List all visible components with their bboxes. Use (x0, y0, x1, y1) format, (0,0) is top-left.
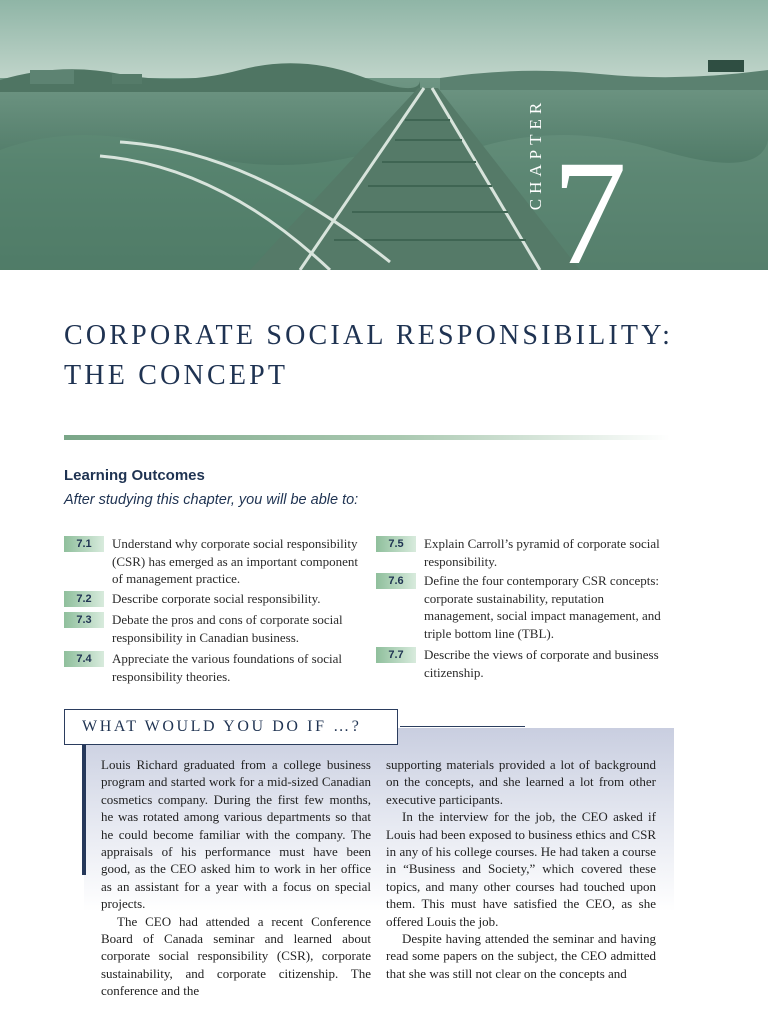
outcome-number-badge: 7.1 (64, 536, 104, 552)
outcome-number-badge: 7.3 (64, 612, 104, 628)
case-text-left-column (101, 756, 371, 1000)
outcome-text: Describe the views of corporate and business citizenship. (424, 647, 659, 680)
what-would-you-do-heading-box (64, 709, 398, 745)
learning-outcome-item (64, 611, 364, 646)
outcome-number-badge: 7.5 (376, 536, 416, 552)
case-paragraph: supporting materials provided a lot of background on the concepts, and she learned a lot from other executive participants. (386, 757, 656, 807)
outcome-text: Understand why corporate social responsibility (CSR) has emerged as an important component of management practice. (112, 536, 358, 586)
learning-outcomes-intro: After studying this chapter, you will be able to: (64, 492, 359, 508)
outcome-text: Describe corporate social responsibility. (112, 591, 321, 606)
learning-outcome-item (64, 535, 364, 588)
case-paragraph: In the interview for the job, the CEO asked if Louis had been exposed to business ethics and CSR in any of his college courses. He had taken a course in “Business and Society,” which covered these topics, and many other courses had touched upon them. This must have satisfied the CEO, as she offered Louis the job. (386, 809, 656, 929)
case-panel-accent-bar (82, 745, 86, 875)
outcome-text: Explain Carroll’s pyramid of corporate social responsibility. (424, 536, 660, 569)
outcome-number-badge: 7.2 (64, 591, 104, 607)
chapter-label: CHAPTER (526, 97, 545, 211)
chapter-header-image (0, 0, 768, 270)
outcome-number-badge: 7.4 (64, 651, 104, 667)
chapter-title-line1: CORPORATE SOCIAL RESPONSIBILITY: (64, 320, 674, 351)
title-divider (64, 435, 670, 440)
case-text-right-column (386, 756, 656, 982)
learning-outcomes-heading: Learning Outcomes (64, 467, 205, 484)
chapter-title (64, 316, 724, 396)
outcome-text: Define the four contemporary CSR concepts: corporate sustainability, reputation management, social impact management, and triple bottom line (TBL). (424, 573, 661, 641)
chapter-number: 7 (552, 130, 627, 270)
outcome-number-badge: 7.6 (376, 573, 416, 589)
what-would-you-do-heading: WHAT WOULD YOU DO IF …? (82, 718, 362, 735)
case-paragraph: Despite having attended the seminar and having read some papers on the subject, the CEO admitted that she was still not clear on the concepts and (386, 931, 656, 981)
outcome-text: Appreciate the various foundations of social responsibility theories. (112, 651, 342, 684)
learning-outcome-item (64, 650, 364, 685)
case-paragraph: Louis Richard graduated from a college business program and started work for a mid-sized Canadian cosmetics company. During the first few months, he was rotated among various departments so that he could become familiar with the company. The appraisals of his performance must have been good, as the CEO asked him to work in her office as an assistant for a year with a focus on special projects. (101, 757, 371, 912)
chapter-title-line2: THE CONCEPT (64, 360, 289, 391)
learning-outcome-item (376, 535, 670, 570)
case-panel-top-line (400, 726, 525, 727)
outcome-number-badge: 7.7 (376, 647, 416, 663)
outcome-text: Debate the pros and cons of corporate social responsibility in Canadian business. (112, 612, 343, 645)
railway-photo (0, 0, 768, 270)
learning-outcome-item (376, 572, 670, 642)
learning-outcome-item (376, 646, 670, 681)
case-paragraph: The CEO had attended a recent Conference Board of Canada seminar and learned about corporate social responsibility (CSR), corporate sustainability, and corporate citizenship. The conference and the (101, 913, 371, 999)
learning-outcome-item (64, 590, 364, 608)
